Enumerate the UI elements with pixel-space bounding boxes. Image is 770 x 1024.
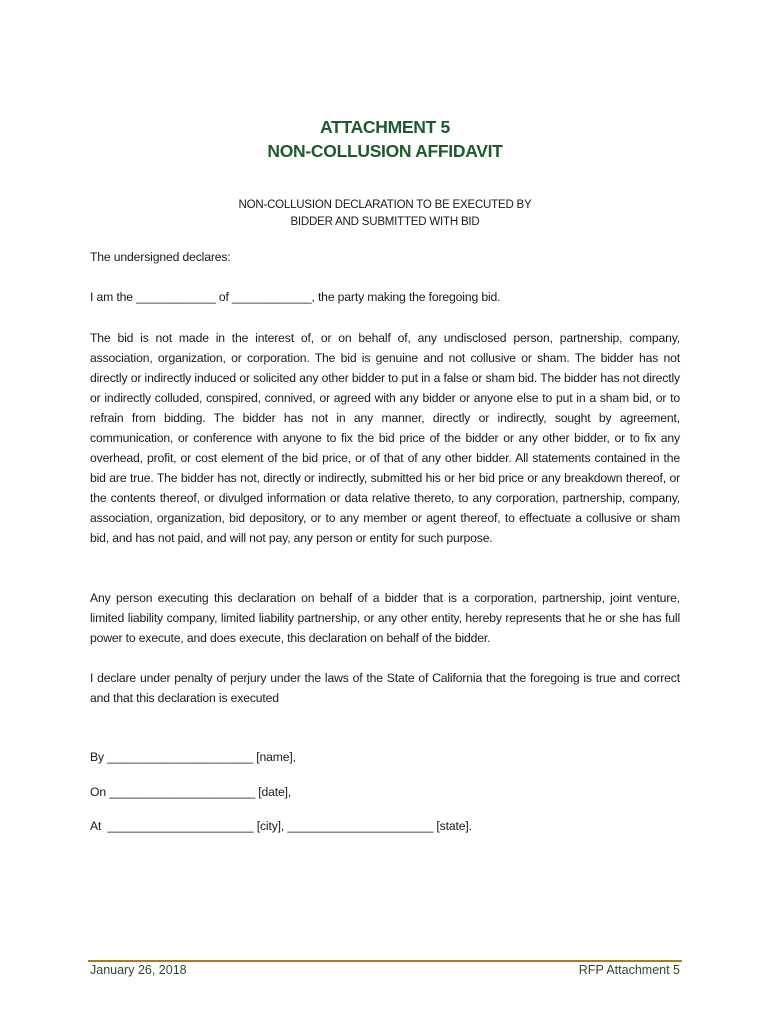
signature-location-line: At ______________________ [city], ______________________ [state]. xyxy=(90,819,472,833)
paragraph-declaration: The bid is not made in the interest of, or on behalf of, any undisclosed person, partnership, company, association, organization, or corporation. The bid is genuine and not collusive or sham. The bidder has not directly or indirectly induced or solicited any other bidder to put in a false or sham bid. The bidder has not directly or indirectly colluded, conspired, connived, or agreed with any bidder or anyone else to put in a sham bid, or to refrain from bidding. The bidder has not in any manner, directly or indirectly, sought by agreement, communication, or conference with anyone to fix the bid price of the bidder or any other bidder, or to fix any overhead, profit, or cost element of the bid price, or of that of any other bidder. All statements contained in the bid are true. The bidder has not, directly or indirectly, submitted his or her bid price or any breakdown thereof, or the contents thereof, or divulged information or data relative thereto, to any corporation, partnership, company, association, organization, bid depository, or to any member or agent thereof, to effectuate a collusive or sham bid, and has not paid, and will not pay, any person or entity for such purpose. xyxy=(90,331,680,545)
paragraph-perjury: I declare under penalty of perjury under the laws of the State of California that the foregoing is true and correct and that this declaration is executed xyxy=(90,671,680,705)
footer-label: RFP Attachment 5 xyxy=(578,963,680,977)
intro-text: The undersigned declares: xyxy=(90,250,231,264)
signature-date-line: On ______________________ [date], xyxy=(90,785,292,799)
document-title: ATTACHMENT 5 xyxy=(320,117,450,137)
document-subtitle-heading: NON-COLLUSION AFFIDAVIT xyxy=(267,141,503,161)
paragraph-authority: Any person executing this declaration on behalf of a bidder that is a corporation, partnership, joint venture, limited liability company, limited liability partnership, or any other entity, hereby represents that he or she has full power to execute, and does execute, this declaration on behalf of the bidder. xyxy=(90,591,680,645)
footer-date: January 26, 2018 xyxy=(90,963,187,977)
declaration-heading-line1: NON-COLLUSION DECLARATION TO BE EXECUTED BY xyxy=(238,199,532,211)
identity-statement: I am the ____________ of ____________, the party making the foregoing bid. xyxy=(90,290,501,304)
declaration-heading-line2: BIDDER AND SUBMITTED WITH BID xyxy=(290,216,480,228)
footer-divider xyxy=(88,960,682,962)
signature-name-line: By ______________________ [name], xyxy=(90,750,296,764)
